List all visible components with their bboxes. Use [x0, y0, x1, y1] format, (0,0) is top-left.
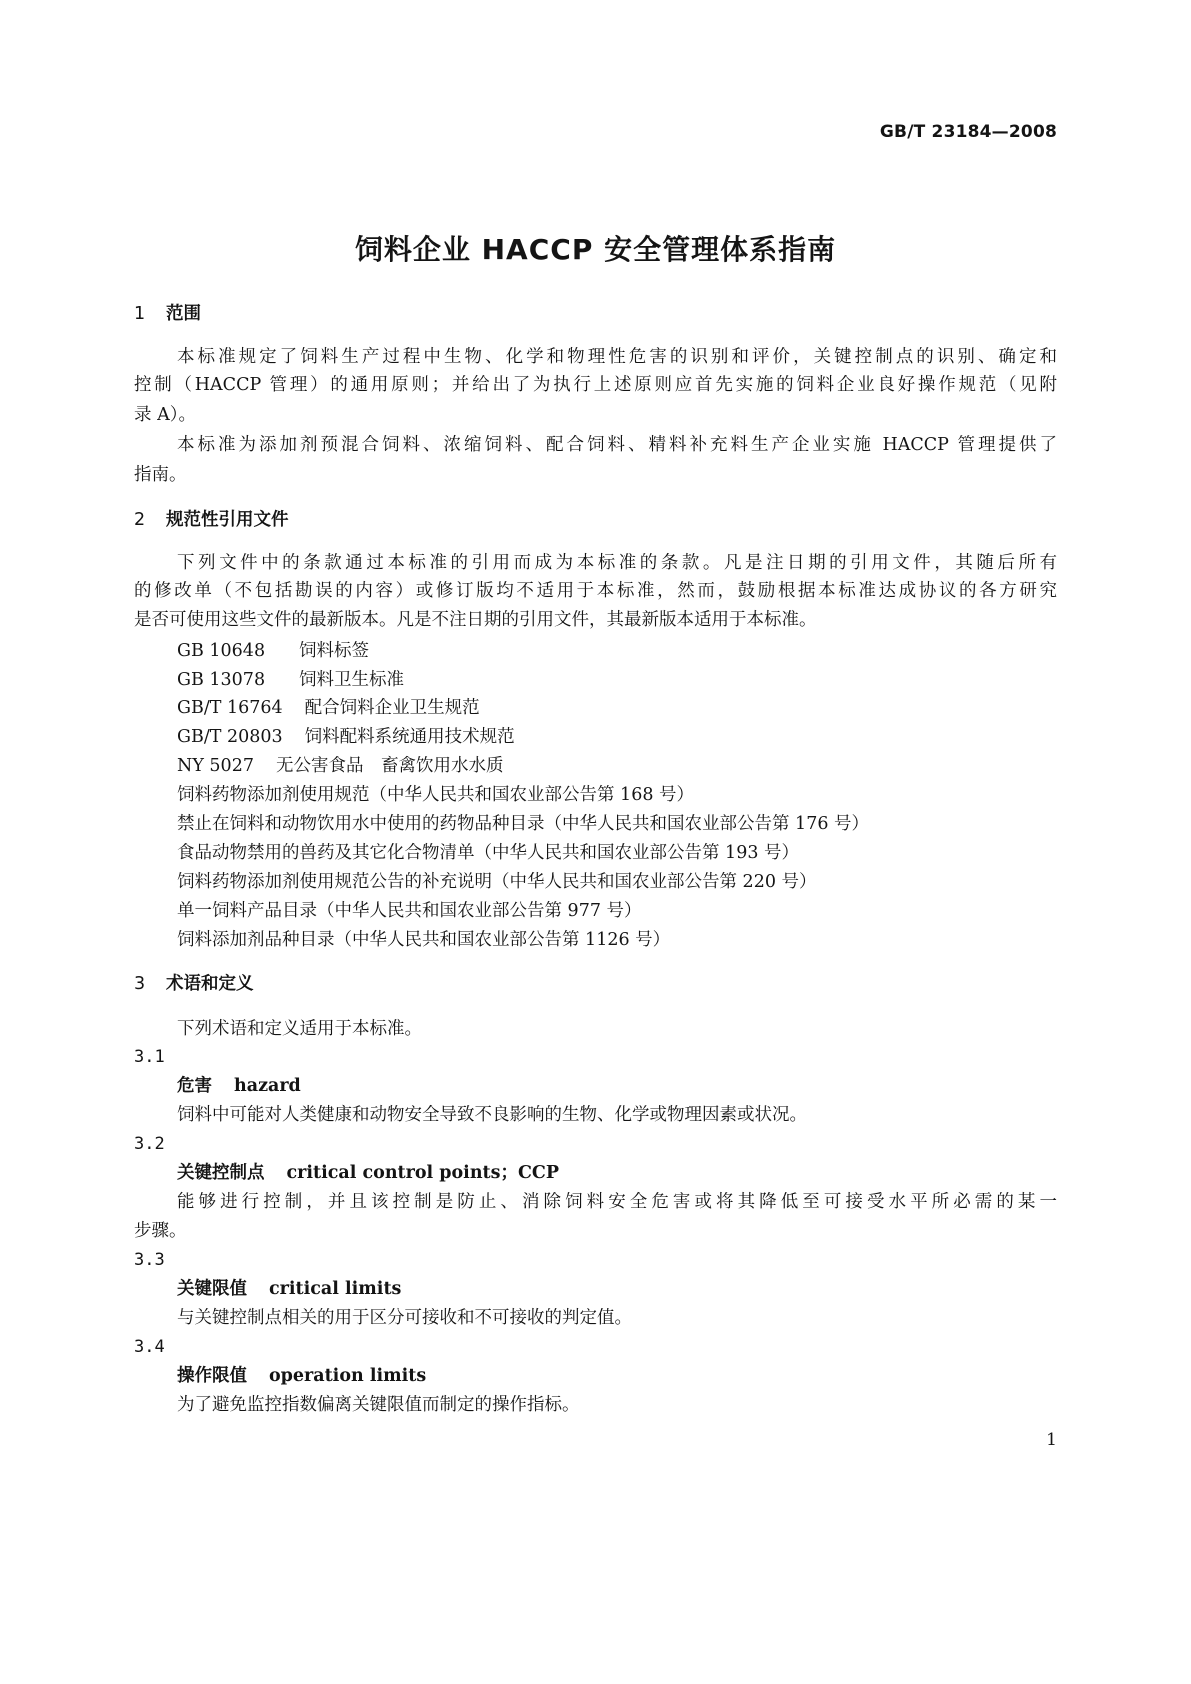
- reference-title: 饲料配料系统通用技术规范: [304, 727, 515, 747]
- paragraph-line: 下列术语和定义适用于本标准。: [177, 1019, 422, 1039]
- reference-item: [177, 666, 1100, 694]
- reference-title: 饲料标签: [299, 641, 369, 661]
- term-entry: [177, 1159, 1100, 1187]
- section-title: 规范性引用文件: [166, 510, 289, 530]
- section-heading: [134, 506, 1057, 534]
- clause-number: 3.3: [134, 1250, 165, 1270]
- reference-item: [177, 752, 1100, 780]
- section-heading: [134, 300, 1057, 328]
- paragraph-line: 的修改单（不包括勘误的内容）或修订版均不适用于本标准，然而，鼓励根据本标准达成协议的各方研究: [134, 581, 1057, 601]
- paragraph-line: 指南。: [134, 465, 187, 485]
- reference-title: 无公害食品 畜禽饮用水水质: [275, 756, 504, 776]
- term-definition: 饲料中可能对人类健康和动物安全导致不良影响的生物、化学或物理因素或状况。: [177, 1105, 807, 1125]
- standard-code: GB/T 23184—2008: [879, 122, 1057, 142]
- paragraph-line: 录 A）。: [134, 405, 196, 425]
- reference-item: 饲料添加剂品种目录（中华人民共和国农业部公告第 1126 号）: [177, 930, 671, 950]
- reference-item: 食品动物禁用的兽药及其它化合物清单（中华人民共和国农业部公告第 193 号）: [177, 843, 800, 863]
- reference-code: GB/T 20803: [177, 727, 283, 747]
- reference-code: GB 13078: [177, 670, 266, 690]
- reference-item: [177, 723, 1100, 751]
- reference-item: [177, 637, 1100, 665]
- paragraph-line: 本标准规定了饲料生产过程中生物、化学和物理性危害的识别和评价，关键控制点的识别、确定和: [177, 347, 1057, 367]
- term-definition: 能够进行控制，并且该控制是防止、消除饲料安全危害或将其降低至可接受水平所必需的某一: [177, 1192, 1057, 1212]
- term-chinese: 危害: [177, 1076, 212, 1096]
- reference-item: 饲料药物添加剂使用规范（中华人民共和国农业部公告第 168 号）: [177, 785, 695, 805]
- term-english: critical control points；CCP: [286, 1163, 559, 1183]
- clause-number: 3.4: [134, 1337, 165, 1357]
- term-definition: 为了避免监控指数偏离关键限值而制定的操作指标。: [177, 1395, 580, 1415]
- document-title: 饲料企业 HACCP 安全管理体系指南: [354, 233, 837, 266]
- term-definition: 步骤。: [134, 1221, 187, 1241]
- term-entry: [177, 1072, 1100, 1100]
- reference-title: 配合饲料企业卫生规范: [304, 698, 480, 718]
- reference-code: NY 5027: [177, 756, 254, 776]
- reference-title: 饲料卫生标准: [299, 670, 404, 690]
- term-chinese: 关键控制点: [177, 1163, 265, 1183]
- section-heading: [134, 970, 1057, 998]
- term-english: hazard: [234, 1076, 301, 1096]
- section-number: 2: [134, 510, 146, 530]
- term-definition: 与关键控制点相关的用于区分可接收和不可接收的判定值。: [177, 1308, 632, 1328]
- reference-item: 饲料药物添加剂使用规范公告的补充说明（中华人民共和国农业部公告第 220 号）: [177, 872, 817, 892]
- section-title: 范围: [166, 304, 201, 324]
- term-chinese: 操作限值: [177, 1366, 247, 1386]
- paragraph-line: 控制（HACCP 管理）的通用原则；并给出了为执行上述原则应首先实施的饲料企业良好操作规范（见附: [134, 375, 1057, 395]
- term-entry: [177, 1275, 1100, 1303]
- term-chinese: 关键限值: [177, 1279, 247, 1299]
- paragraph-line: 下列文件中的条款通过本标准的引用而成为本标准的条款。凡是注日期的引用文件，其随后所有: [177, 553, 1057, 573]
- term-english: critical limits: [269, 1279, 402, 1299]
- clause-number: 3.1: [134, 1047, 165, 1067]
- reference-code: GB 10648: [177, 641, 266, 661]
- section-number: 1: [134, 304, 146, 324]
- paragraph-line: 本标准为添加剂预混合饲料、浓缩饲料、配合饲料、精料补充料生产企业实施 HACCP 管理提供了: [177, 435, 1057, 455]
- section-title: 术语和定义: [166, 974, 254, 994]
- section-number: 3: [134, 974, 146, 994]
- clause-number: 3.2: [134, 1134, 165, 1154]
- page-number: 1: [1046, 1430, 1057, 1450]
- reference-code: GB/T 16764: [177, 698, 283, 718]
- reference-item: 禁止在饲料和动物饮用水中使用的药物品种目录（中华人民共和国农业部公告第 176 号）: [177, 814, 870, 834]
- reference-item: [177, 694, 1100, 722]
- reference-item: 单一饲料产品目录（中华人民共和国农业部公告第 977 号）: [177, 901, 642, 921]
- paragraph-line: 是否可使用这些文件的最新版本。凡是不注日期的引用文件，其最新版本适用于本标准。: [134, 610, 817, 630]
- term-entry: [177, 1362, 1100, 1390]
- term-english: operation limits: [269, 1366, 427, 1386]
